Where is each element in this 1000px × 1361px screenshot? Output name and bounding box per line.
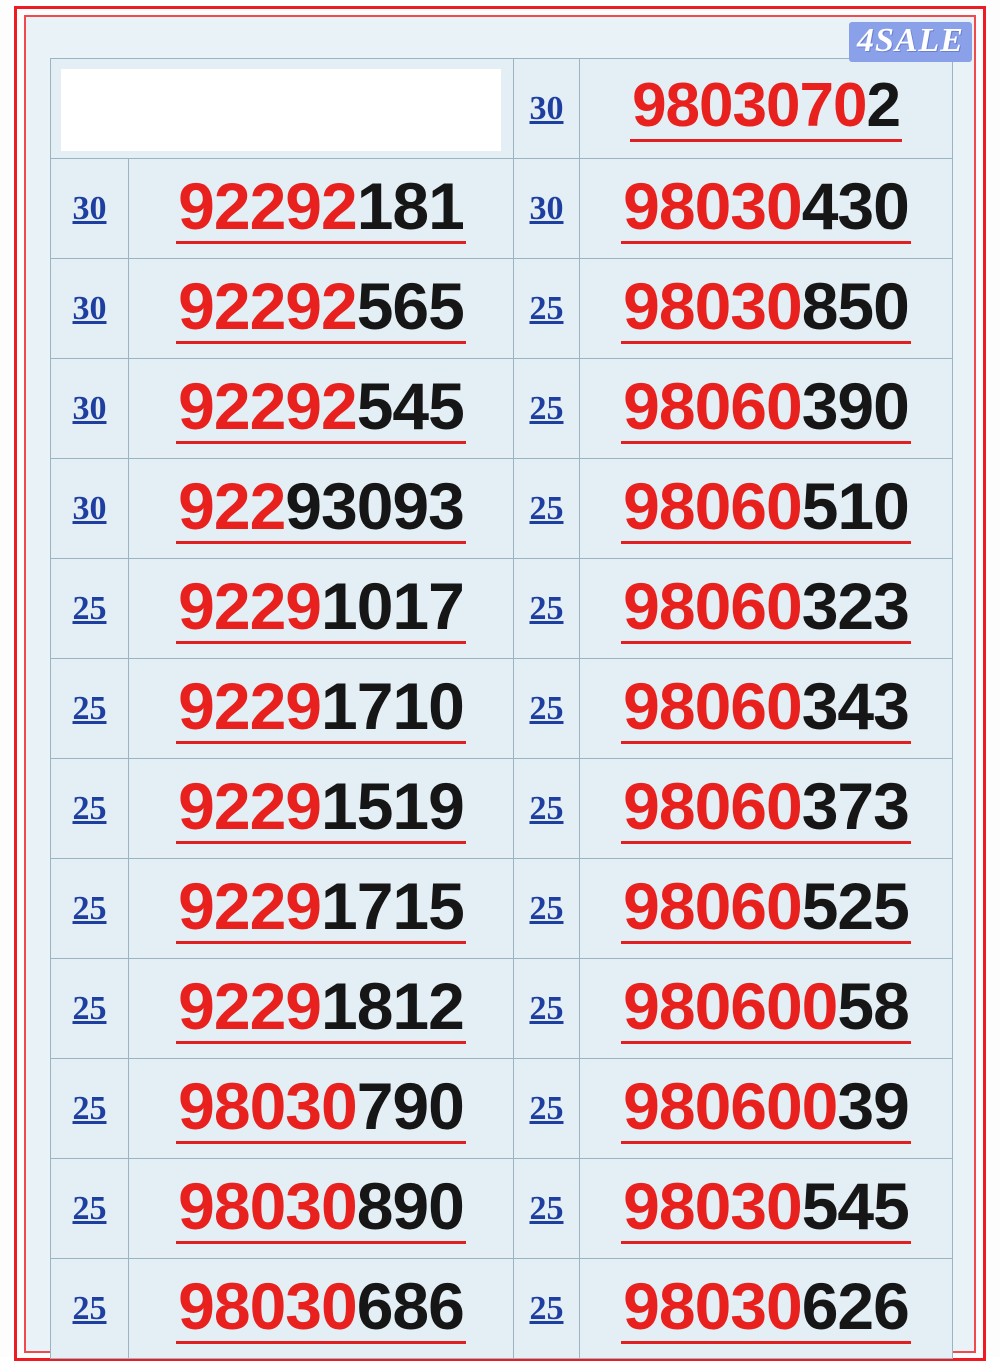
number-suffix: 390 (801, 369, 909, 443)
price-label: 25 (514, 559, 580, 659)
price-label: 25 (514, 1059, 580, 1159)
number-suffix: 626 (801, 1269, 909, 1343)
phone-number-cell[interactable] (580, 1059, 953, 1159)
number-suffix: 1715 (321, 869, 464, 943)
phone-number-cell[interactable] (580, 459, 953, 559)
price-label: 25 (514, 359, 580, 459)
number-prefix: 922 (178, 469, 286, 543)
number-suffix: 545 (801, 1169, 909, 1243)
number-suffix: 790 (356, 1069, 464, 1143)
number-prefix: 9229 (178, 869, 321, 943)
phone-number-cell[interactable] (580, 159, 953, 259)
number-prefix: 9803070 (632, 71, 867, 140)
number-prefix: 98030 (178, 1069, 357, 1143)
table-row (51, 59, 953, 159)
phone-number-cell[interactable] (580, 259, 953, 359)
phone-number-cell[interactable] (129, 559, 514, 659)
table-row (51, 859, 953, 959)
table-row (51, 659, 953, 759)
number-prefix: 92292 (178, 169, 357, 243)
number-suffix: 58 (837, 969, 909, 1043)
number-prefix: 980600 (623, 1069, 838, 1143)
number-suffix: 1812 (321, 969, 464, 1043)
number-suffix: 430 (801, 169, 909, 243)
number-prefix: 98060 (623, 369, 802, 443)
numbers-table (50, 58, 953, 1359)
number-suffix: 686 (356, 1269, 464, 1343)
number-prefix: 92292 (178, 369, 357, 443)
number-suffix: 323 (801, 569, 909, 643)
number-suffix: 181 (356, 169, 464, 243)
number-prefix: 98060 (623, 869, 802, 943)
table-row (51, 259, 953, 359)
number-suffix: 1017 (321, 569, 464, 643)
number-prefix: 98030 (623, 1269, 802, 1343)
number-suffix: 373 (801, 769, 909, 843)
price-label: 25 (51, 1259, 129, 1359)
number-suffix: 343 (801, 669, 909, 743)
price-label: 25 (514, 759, 580, 859)
numbers-grid (50, 58, 952, 1348)
number-suffix: 850 (801, 269, 909, 343)
phone-number-cell[interactable] (129, 459, 514, 559)
price-label: 30 (514, 159, 580, 259)
redacted-box (61, 69, 501, 151)
number-prefix: 98060 (623, 469, 802, 543)
phone-number-cell[interactable] (580, 1259, 953, 1359)
number-suffix: 565 (356, 269, 464, 343)
number-suffix: 545 (356, 369, 464, 443)
phone-number-cell[interactable] (129, 1159, 514, 1259)
phone-number-cell[interactable] (129, 259, 514, 359)
number-suffix: 93093 (285, 469, 464, 543)
phone-number-cell[interactable] (129, 659, 514, 759)
price-label: 25 (514, 259, 580, 359)
price-label: 25 (51, 959, 129, 1059)
table-row (51, 159, 953, 259)
price-label: 25 (514, 659, 580, 759)
table-row (51, 959, 953, 1059)
price-label: 25 (514, 1259, 580, 1359)
number-prefix: 980600 (623, 969, 838, 1043)
number-suffix: 510 (801, 469, 909, 543)
number-prefix: 98030 (178, 1269, 357, 1343)
number-suffix: 1519 (321, 769, 464, 843)
number-suffix: 525 (801, 869, 909, 943)
price-label: 25 (51, 759, 129, 859)
table-row (51, 1259, 953, 1359)
price-label: 25 (514, 1159, 580, 1259)
number-prefix: 9229 (178, 669, 321, 743)
price-label: 30 (51, 159, 129, 259)
price-label: 25 (514, 459, 580, 559)
table-row (51, 759, 953, 859)
number-prefix: 98030 (623, 169, 802, 243)
number-suffix: 1710 (321, 669, 464, 743)
phone-number-cell[interactable] (580, 959, 953, 1059)
phone-number-cell[interactable] (580, 859, 953, 959)
price-label: 30 (51, 259, 129, 359)
number-prefix: 98060 (623, 669, 802, 743)
number-prefix: 9229 (178, 569, 321, 643)
price-label: 25 (51, 559, 129, 659)
price-label: 30 (51, 359, 129, 459)
phone-number-cell[interactable] (580, 659, 953, 759)
phone-number-cell[interactable] (129, 759, 514, 859)
table-row (51, 1059, 953, 1159)
number-prefix: 98030 (623, 1169, 802, 1243)
phone-number-cell[interactable] (129, 1259, 514, 1359)
phone-number-cell[interactable] (129, 959, 514, 1059)
phone-number-cell[interactable] (580, 1159, 953, 1259)
price-label: 30 (514, 59, 580, 159)
price-label: 25 (51, 1059, 129, 1159)
price-label: 25 (51, 659, 129, 759)
table-row (51, 459, 953, 559)
number-prefix: 98060 (623, 769, 802, 843)
phone-number-cell[interactable] (580, 59, 953, 159)
price-label: 25 (51, 859, 129, 959)
number-prefix: 98060 (623, 569, 802, 643)
price-label: 25 (514, 959, 580, 1059)
price-label: 30 (51, 459, 129, 559)
number-prefix: 98030 (623, 269, 802, 343)
watermark-badge: 4SALE (849, 22, 972, 62)
number-suffix: 890 (356, 1169, 464, 1243)
number-prefix: 9229 (178, 969, 321, 1043)
table-row (51, 1159, 953, 1259)
number-suffix: 2 (866, 71, 900, 140)
phone-number-cell[interactable] (580, 359, 953, 459)
number-prefix: 9229 (178, 769, 321, 843)
phone-number-cell[interactable] (580, 759, 953, 859)
price-label: 25 (51, 1159, 129, 1259)
table-row (51, 559, 953, 659)
phone-number-cell[interactable] (129, 859, 514, 959)
price-label: 25 (514, 859, 580, 959)
phone-number-cell[interactable] (580, 559, 953, 659)
number-prefix: 92292 (178, 269, 357, 343)
phone-number-cell[interactable] (129, 1059, 514, 1159)
phone-number-cell[interactable] (129, 359, 514, 459)
phone-number-cell[interactable] (129, 159, 514, 259)
table-row (51, 359, 953, 459)
number-suffix: 39 (837, 1069, 909, 1143)
number-prefix: 98030 (178, 1169, 357, 1243)
redacted-cell (51, 59, 514, 159)
